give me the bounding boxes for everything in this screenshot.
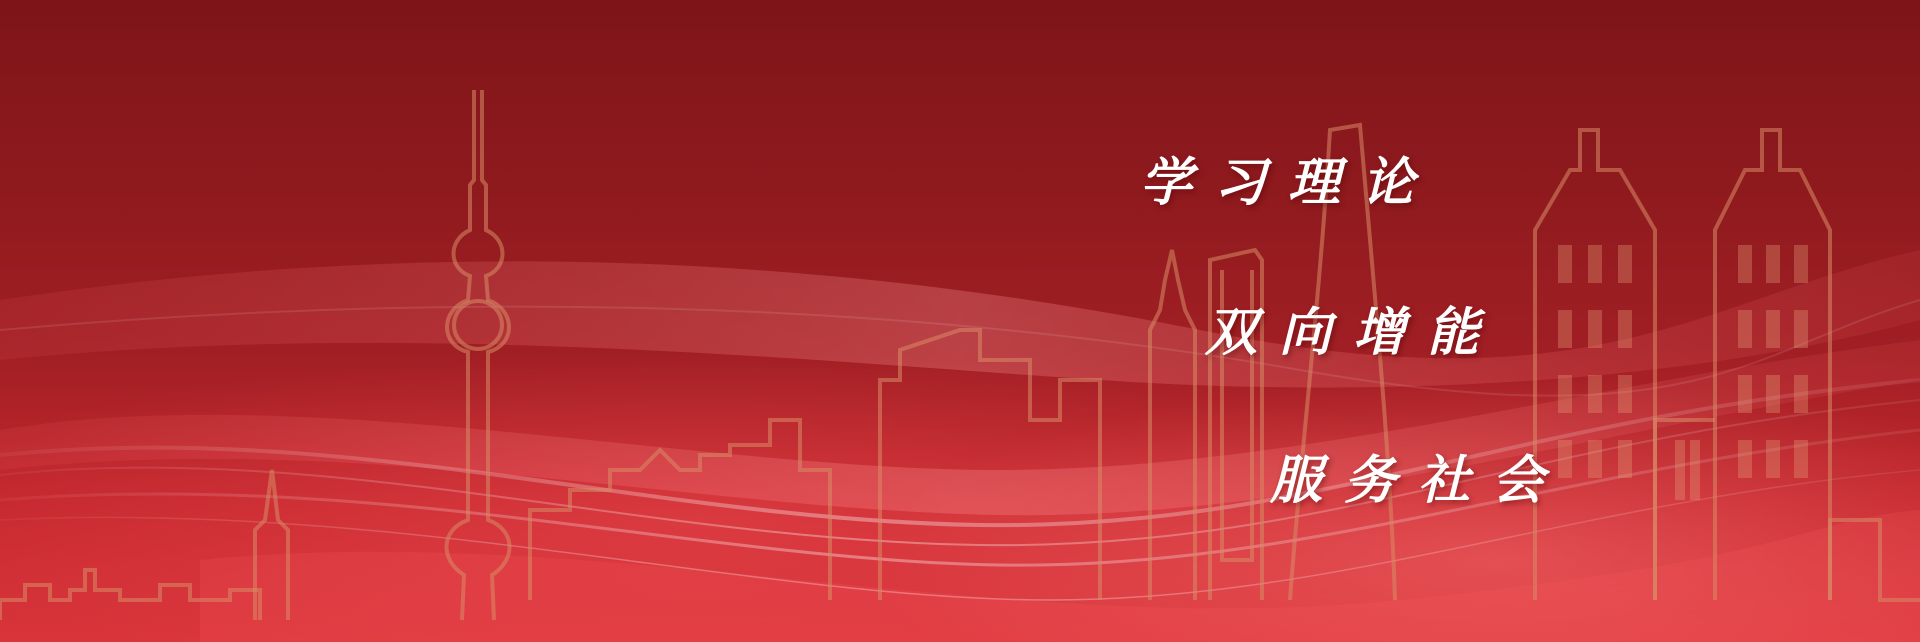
slogan-line-1: 学习理论	[1140, 152, 1437, 213]
slogan-line-3: 服务社会	[1270, 450, 1567, 511]
slogan-line-2: 双向增能	[1205, 302, 1502, 363]
